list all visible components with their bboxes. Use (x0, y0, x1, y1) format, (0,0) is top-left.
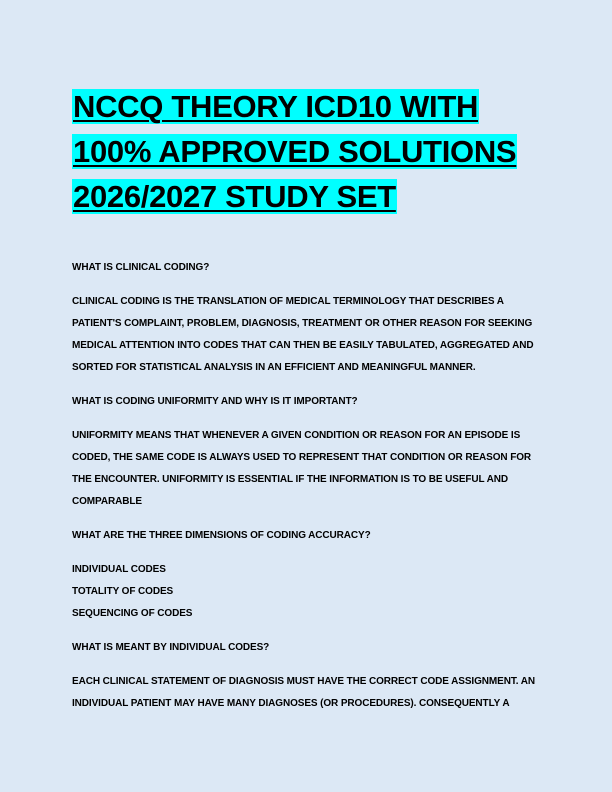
question-clinical-coding: WHAT IS CLINICAL CODING? (72, 262, 210, 273)
title-highlight: NCCQ THEORY ICD10 WITH (73, 89, 479, 124)
answer-clinical-coding: CLINICAL CODING IS THE TRANSLATION OF MEDICAL TERMINOLOGY THAT DESCRIBES A PATIENT'S COMPLAINT, PROBLEM, DIAGNOSIS, TREATMENT OR OTHER REASON FOR SEEKING MEDICAL ATTENTION INTO CODES THAT CAN THEN BE EASILY TABULATED, AGGREGATED AND SORTED FOR STATISTICAL ANALYSIS IN AN EFFICIENT AND MEANINGFUL MANNER. (72, 296, 534, 373)
title-highlight: 100% APPROVED SOLUTIONS (73, 134, 517, 169)
answer-individual-codes: EACH CLINICAL STATEMENT OF DIAGNOSIS MUST HAVE THE CORRECT CODE ASSIGNMENT. AN INDIVIDUAL PATIENT MAY HAVE MANY DIAGNOSES (OR PROCEDURES). CONSEQUENTLY A (72, 676, 535, 709)
answer-coding-accuracy-list (72, 559, 542, 625)
question-coding-uniformity: WHAT IS CODING UNIFORMITY AND WHY IS IT IMPORTANT? (72, 396, 358, 407)
title-line-2 (72, 129, 542, 174)
list-item: SEQUENCING OF CODES (72, 608, 193, 619)
question-coding-accuracy: WHAT ARE THE THREE DIMENSIONS OF CODING ACCURACY? (72, 530, 371, 541)
answer-coding-uniformity: UNIFORMITY MEANS THAT WHENEVER A GIVEN CONDITION OR REASON FOR AN EPISODE IS CODED, THE SAME CODE IS ALWAYS USED TO REPRESENT THAT CONDITION OR REASON FOR THE ENCOUNTER. UNIFORMITY IS ESSENTIAL IF THE INFORMATION IS TO BE USEFUL AND COMPARABLE (72, 430, 532, 507)
question-individual-codes: WHAT IS MEANT BY INDIVIDUAL CODES? (72, 642, 270, 653)
list-item: INDIVIDUAL CODES (72, 564, 166, 575)
title-highlight: 2026/2027 STUDY SET (73, 179, 396, 214)
document-title (72, 84, 542, 219)
title-line-3 (72, 174, 542, 219)
document-body (72, 257, 542, 727)
title-line-1 (72, 84, 542, 129)
list-item: TOTALITY OF CODES (72, 586, 174, 597)
